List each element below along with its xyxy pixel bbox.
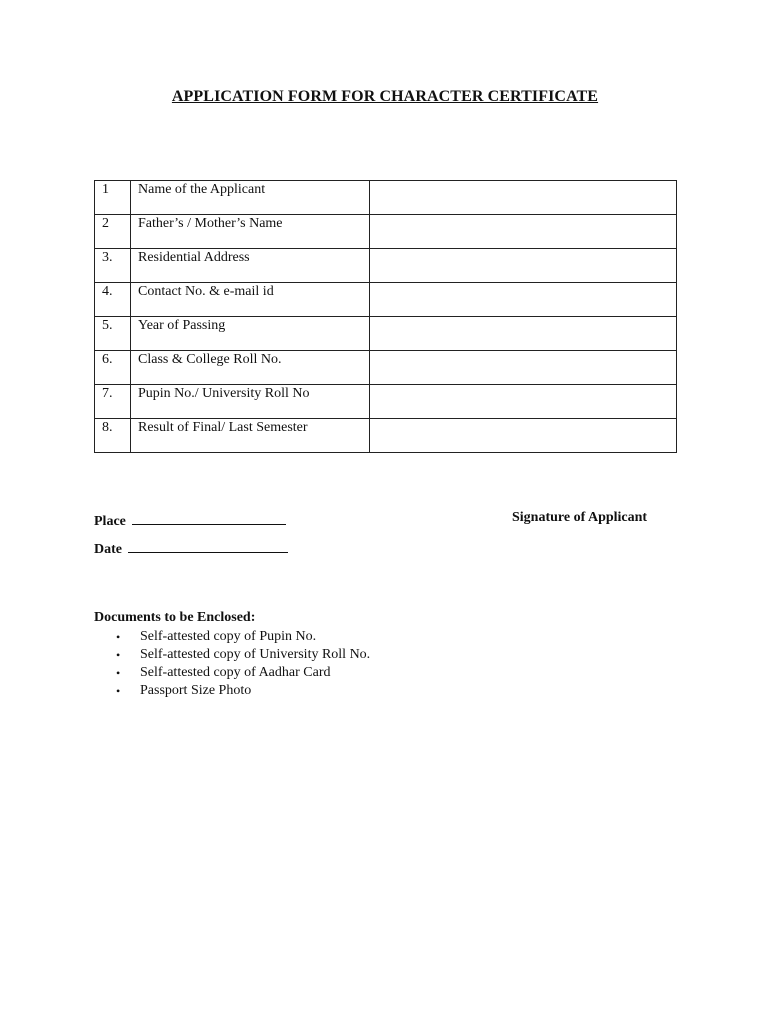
bullet-icon: •	[116, 684, 121, 698]
document-item-label: Self-attested copy of Pupin No.	[140, 629, 317, 644]
list-item	[116, 646, 370, 664]
table-row	[95, 181, 677, 215]
list-item	[116, 682, 370, 700]
field-value-cell[interactable]	[370, 181, 677, 215]
list-item	[116, 664, 370, 682]
field-label: Residential Address	[131, 249, 370, 283]
date-blank-line[interactable]	[128, 538, 288, 553]
bullet-icon: •	[116, 648, 121, 662]
documents-list	[116, 628, 370, 700]
row-number: 4.	[95, 283, 131, 317]
field-value-cell[interactable]	[370, 419, 677, 453]
place-field	[94, 510, 286, 530]
field-label: Result of Final/ Last Semester	[131, 419, 370, 453]
bullet-icon: •	[116, 666, 121, 680]
document-item-label: Passport Size Photo	[140, 683, 252, 698]
applicant-details-table	[94, 180, 677, 453]
row-number: 5.	[95, 317, 131, 351]
field-value-cell[interactable]	[370, 351, 677, 385]
row-number: 8.	[95, 419, 131, 453]
row-number: 1	[95, 181, 131, 215]
field-label: Contact No. & e-mail id	[131, 283, 370, 317]
signature-label: Signature of Applicant	[512, 510, 648, 525]
field-label: Pupin No./ University Roll No	[131, 385, 370, 419]
row-number: 3.	[95, 249, 131, 283]
table-row	[95, 283, 677, 317]
table-row	[95, 215, 677, 249]
place-blank-line[interactable]	[132, 510, 286, 525]
field-label: Year of Passing	[131, 317, 370, 351]
table-row	[95, 317, 677, 351]
place-label: Place	[94, 514, 126, 529]
documents-heading: Documents to be Enclosed:	[94, 610, 256, 625]
field-value-cell[interactable]	[370, 385, 677, 419]
row-number: 2	[95, 215, 131, 249]
table-row	[95, 385, 677, 419]
page-title: APPLICATION FORM FOR CHARACTER CERTIFICATE	[171, 88, 599, 105]
field-label: Father’s / Mother’s Name	[131, 215, 370, 249]
date-field	[94, 538, 288, 558]
bullet-icon: •	[116, 630, 121, 644]
field-value-cell[interactable]	[370, 249, 677, 283]
field-label: Class & College Roll No.	[131, 351, 370, 385]
table-row	[95, 351, 677, 385]
table-row	[95, 249, 677, 283]
field-label: Name of the Applicant	[131, 181, 370, 215]
field-value-cell[interactable]	[370, 317, 677, 351]
row-number: 6.	[95, 351, 131, 385]
table-row	[95, 419, 677, 453]
list-item	[116, 628, 370, 646]
field-value-cell[interactable]	[370, 215, 677, 249]
field-value-cell[interactable]	[370, 283, 677, 317]
row-number: 7.	[95, 385, 131, 419]
date-label: Date	[94, 542, 122, 557]
document-item-label: Self-attested copy of University Roll No.	[140, 647, 371, 662]
document-item-label: Self-attested copy of Aadhar Card	[140, 665, 331, 680]
